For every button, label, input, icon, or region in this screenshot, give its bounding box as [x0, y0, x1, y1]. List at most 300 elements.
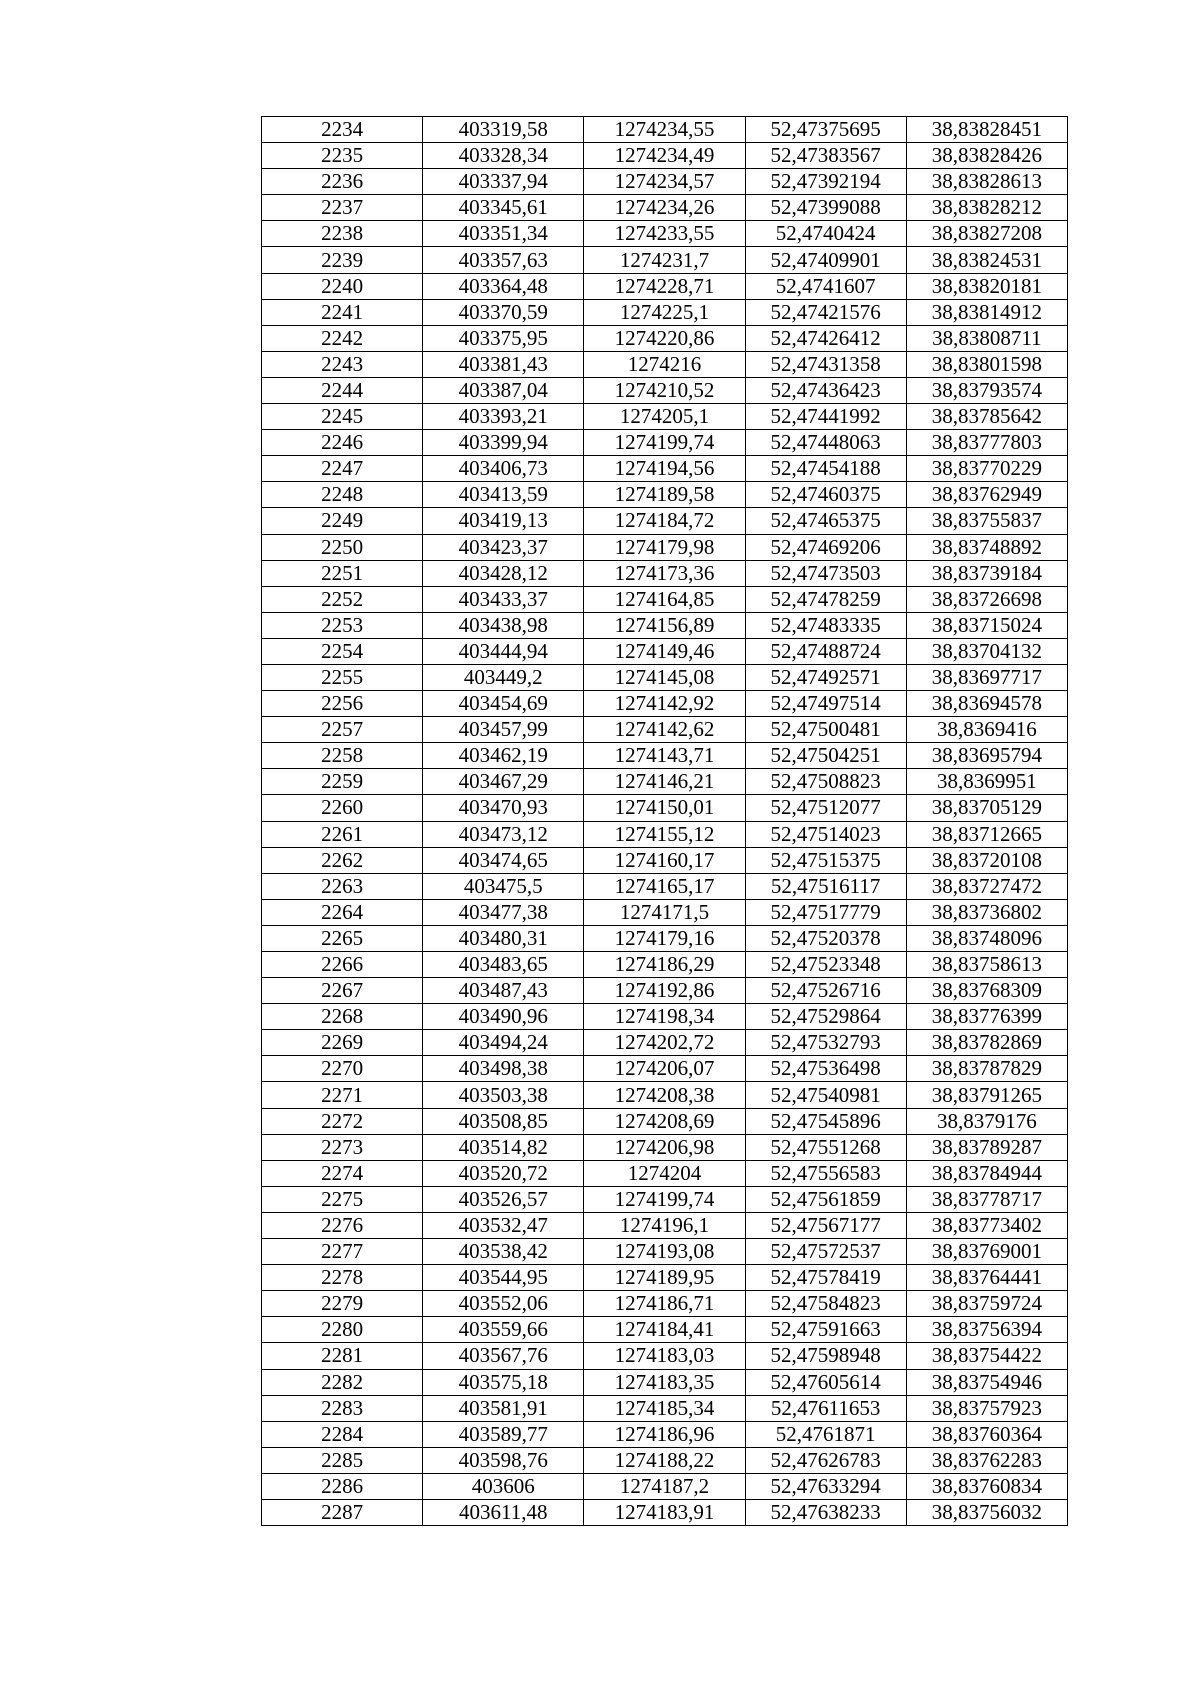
y-coordinate-cell: 1274155,12 — [584, 821, 745, 847]
table-row — [262, 847, 1068, 873]
latitude-cell: 52,47492571 — [745, 664, 906, 690]
y-coordinate-cell: 1274187,2 — [584, 1473, 745, 1499]
point-number-cell: 2283 — [262, 1395, 423, 1421]
table-row — [262, 1239, 1068, 1265]
latitude-cell: 52,47375695 — [745, 117, 906, 143]
longitude-cell: 38,83760834 — [906, 1473, 1067, 1499]
table-row — [262, 821, 1068, 847]
y-coordinate-cell: 1274173,36 — [584, 560, 745, 586]
longitude-cell: 38,83793574 — [906, 377, 1067, 403]
x-coordinate-cell: 403606 — [423, 1473, 584, 1499]
table-row — [262, 1421, 1068, 1447]
point-number-cell: 2255 — [262, 664, 423, 690]
latitude-cell: 52,47426412 — [745, 325, 906, 351]
y-coordinate-cell: 1274165,17 — [584, 873, 745, 899]
longitude-cell: 38,83757923 — [906, 1395, 1067, 1421]
y-coordinate-cell: 1274204 — [584, 1160, 745, 1186]
table-row — [262, 1395, 1068, 1421]
point-number-cell: 2280 — [262, 1317, 423, 1343]
x-coordinate-cell: 403467,29 — [423, 769, 584, 795]
point-number-cell: 2275 — [262, 1186, 423, 1212]
y-coordinate-cell: 1274142,62 — [584, 717, 745, 743]
table-row — [262, 1265, 1068, 1291]
longitude-cell: 38,83776399 — [906, 1004, 1067, 1030]
y-coordinate-cell: 1274198,34 — [584, 1004, 745, 1030]
longitude-cell: 38,83736802 — [906, 899, 1067, 925]
longitude-cell: 38,83739184 — [906, 560, 1067, 586]
y-coordinate-cell: 1274208,69 — [584, 1108, 745, 1134]
longitude-cell: 38,83726698 — [906, 586, 1067, 612]
table-row — [262, 1291, 1068, 1317]
latitude-cell: 52,47545896 — [745, 1108, 906, 1134]
latitude-cell: 52,47515375 — [745, 847, 906, 873]
y-coordinate-cell: 1274205,1 — [584, 404, 745, 430]
latitude-cell: 52,47578419 — [745, 1265, 906, 1291]
y-coordinate-cell: 1274186,29 — [584, 952, 745, 978]
table-row — [262, 925, 1068, 951]
table-row — [262, 1108, 1068, 1134]
latitude-cell: 52,47473503 — [745, 560, 906, 586]
point-number-cell: 2250 — [262, 534, 423, 560]
y-coordinate-cell: 1274199,74 — [584, 1186, 745, 1212]
table-row — [262, 247, 1068, 273]
x-coordinate-cell: 403480,31 — [423, 925, 584, 951]
longitude-cell: 38,83715024 — [906, 612, 1067, 638]
x-coordinate-cell: 403406,73 — [423, 456, 584, 482]
latitude-cell: 52,47520378 — [745, 925, 906, 951]
x-coordinate-cell: 403508,85 — [423, 1108, 584, 1134]
y-coordinate-cell: 1274183,35 — [584, 1369, 745, 1395]
x-coordinate-cell: 403581,91 — [423, 1395, 584, 1421]
longitude-cell: 38,83712665 — [906, 821, 1067, 847]
y-coordinate-cell: 1274188,22 — [584, 1447, 745, 1473]
longitude-cell: 38,83828212 — [906, 195, 1067, 221]
latitude-cell: 52,47523348 — [745, 952, 906, 978]
latitude-cell: 52,47638233 — [745, 1499, 906, 1525]
longitude-cell: 38,83755837 — [906, 508, 1067, 534]
y-coordinate-cell: 1274231,7 — [584, 247, 745, 273]
point-number-cell: 2278 — [262, 1265, 423, 1291]
latitude-cell: 52,47532793 — [745, 1030, 906, 1056]
x-coordinate-cell: 403477,38 — [423, 899, 584, 925]
longitude-cell: 38,83785642 — [906, 404, 1067, 430]
table-row — [262, 1343, 1068, 1369]
point-number-cell: 2235 — [262, 143, 423, 169]
y-coordinate-cell: 1274183,91 — [584, 1499, 745, 1525]
longitude-cell: 38,83778717 — [906, 1186, 1067, 1212]
latitude-cell: 52,4761871 — [745, 1421, 906, 1447]
y-coordinate-cell: 1274179,98 — [584, 534, 745, 560]
y-coordinate-cell: 1274220,86 — [584, 325, 745, 351]
x-coordinate-cell: 403444,94 — [423, 638, 584, 664]
y-coordinate-cell: 1274185,34 — [584, 1395, 745, 1421]
longitude-cell: 38,83768309 — [906, 978, 1067, 1004]
longitude-cell: 38,8369416 — [906, 717, 1067, 743]
x-coordinate-cell: 403494,24 — [423, 1030, 584, 1056]
table-row — [262, 169, 1068, 195]
point-number-cell: 2266 — [262, 952, 423, 978]
longitude-cell: 38,83762949 — [906, 482, 1067, 508]
latitude-cell: 52,47500481 — [745, 717, 906, 743]
table-row — [262, 195, 1068, 221]
y-coordinate-cell: 1274210,52 — [584, 377, 745, 403]
y-coordinate-cell: 1274142,92 — [584, 691, 745, 717]
latitude-cell: 52,47441992 — [745, 404, 906, 430]
x-coordinate-cell: 403483,65 — [423, 952, 584, 978]
point-number-cell: 2260 — [262, 795, 423, 821]
longitude-cell: 38,83705129 — [906, 795, 1067, 821]
longitude-cell: 38,83762283 — [906, 1447, 1067, 1473]
point-number-cell: 2236 — [262, 169, 423, 195]
latitude-cell: 52,47526716 — [745, 978, 906, 1004]
longitude-cell: 38,83789287 — [906, 1134, 1067, 1160]
point-number-cell: 2253 — [262, 612, 423, 638]
latitude-cell: 52,47504251 — [745, 743, 906, 769]
y-coordinate-cell: 1274208,38 — [584, 1082, 745, 1108]
y-coordinate-cell: 1274171,5 — [584, 899, 745, 925]
point-number-cell: 2257 — [262, 717, 423, 743]
table-row — [262, 221, 1068, 247]
point-number-cell: 2272 — [262, 1108, 423, 1134]
longitude-cell: 38,8379176 — [906, 1108, 1067, 1134]
x-coordinate-cell: 403351,34 — [423, 221, 584, 247]
point-number-cell: 2245 — [262, 404, 423, 430]
x-coordinate-cell: 403559,66 — [423, 1317, 584, 1343]
table-row — [262, 117, 1068, 143]
table-row — [262, 299, 1068, 325]
x-coordinate-cell: 403364,48 — [423, 273, 584, 299]
latitude-cell: 52,47488724 — [745, 638, 906, 664]
y-coordinate-cell: 1274145,08 — [584, 664, 745, 690]
x-coordinate-cell: 403433,37 — [423, 586, 584, 612]
x-coordinate-cell: 403498,38 — [423, 1056, 584, 1082]
latitude-cell: 52,47469206 — [745, 534, 906, 560]
point-number-cell: 2281 — [262, 1343, 423, 1369]
latitude-cell: 52,47561859 — [745, 1186, 906, 1212]
latitude-cell: 52,4740424 — [745, 221, 906, 247]
table-row — [262, 351, 1068, 377]
latitude-cell: 52,47551268 — [745, 1134, 906, 1160]
table-row — [262, 430, 1068, 456]
point-number-cell: 2264 — [262, 899, 423, 925]
latitude-cell: 52,47529864 — [745, 1004, 906, 1030]
y-coordinate-cell: 1274149,46 — [584, 638, 745, 664]
x-coordinate-cell: 403470,93 — [423, 795, 584, 821]
table-row — [262, 377, 1068, 403]
latitude-cell: 52,47556583 — [745, 1160, 906, 1186]
y-coordinate-cell: 1274164,85 — [584, 586, 745, 612]
point-number-cell: 2242 — [262, 325, 423, 351]
latitude-cell: 52,47392194 — [745, 169, 906, 195]
table-row — [262, 1186, 1068, 1212]
point-number-cell: 2274 — [262, 1160, 423, 1186]
y-coordinate-cell: 1274202,72 — [584, 1030, 745, 1056]
table-row — [262, 1160, 1068, 1186]
longitude-cell: 38,83784944 — [906, 1160, 1067, 1186]
x-coordinate-cell: 403381,43 — [423, 351, 584, 377]
table-row — [262, 1317, 1068, 1343]
point-number-cell: 2273 — [262, 1134, 423, 1160]
table-row — [262, 1056, 1068, 1082]
point-number-cell: 2286 — [262, 1473, 423, 1499]
table-row — [262, 1369, 1068, 1395]
latitude-cell: 52,47517779 — [745, 899, 906, 925]
point-number-cell: 2271 — [262, 1082, 423, 1108]
latitude-cell: 52,47572537 — [745, 1239, 906, 1265]
latitude-cell: 52,47460375 — [745, 482, 906, 508]
point-number-cell: 2241 — [262, 299, 423, 325]
y-coordinate-cell: 1274199,74 — [584, 430, 745, 456]
table-row — [262, 769, 1068, 795]
point-number-cell: 2279 — [262, 1291, 423, 1317]
y-coordinate-cell: 1274233,55 — [584, 221, 745, 247]
latitude-cell: 52,47626783 — [745, 1447, 906, 1473]
longitude-cell: 38,83827208 — [906, 221, 1067, 247]
y-coordinate-cell: 1274184,72 — [584, 508, 745, 534]
point-number-cell: 2254 — [262, 638, 423, 664]
x-coordinate-cell: 403474,65 — [423, 847, 584, 873]
y-coordinate-cell: 1274150,01 — [584, 795, 745, 821]
y-coordinate-cell: 1274206,98 — [584, 1134, 745, 1160]
x-coordinate-cell: 403393,21 — [423, 404, 584, 430]
y-coordinate-cell: 1274186,71 — [584, 1291, 745, 1317]
table-row — [262, 691, 1068, 717]
latitude-cell: 52,47383567 — [745, 143, 906, 169]
latitude-cell: 52,47567177 — [745, 1212, 906, 1238]
latitude-cell: 52,47454188 — [745, 456, 906, 482]
point-number-cell: 2267 — [262, 978, 423, 1004]
x-coordinate-cell: 403575,18 — [423, 1369, 584, 1395]
latitude-cell: 52,47536498 — [745, 1056, 906, 1082]
latitude-cell: 52,47497514 — [745, 691, 906, 717]
point-number-cell: 2268 — [262, 1004, 423, 1030]
table-row — [262, 1004, 1068, 1030]
y-coordinate-cell: 1274146,21 — [584, 769, 745, 795]
y-coordinate-cell: 1274184,41 — [584, 1317, 745, 1343]
table-row — [262, 638, 1068, 664]
point-number-cell: 2246 — [262, 430, 423, 456]
point-number-cell: 2287 — [262, 1499, 423, 1525]
x-coordinate-cell: 403611,48 — [423, 1499, 584, 1525]
table-row — [262, 612, 1068, 638]
x-coordinate-cell: 403449,2 — [423, 664, 584, 690]
x-coordinate-cell: 403526,57 — [423, 1186, 584, 1212]
longitude-cell: 38,83777803 — [906, 430, 1067, 456]
x-coordinate-cell: 403567,76 — [423, 1343, 584, 1369]
longitude-cell: 38,83754946 — [906, 1369, 1067, 1395]
longitude-cell: 38,83828451 — [906, 117, 1067, 143]
point-number-cell: 2270 — [262, 1056, 423, 1082]
longitude-cell: 38,83787829 — [906, 1056, 1067, 1082]
table-row — [262, 1447, 1068, 1473]
latitude-cell: 52,4741607 — [745, 273, 906, 299]
table-row — [262, 1473, 1068, 1499]
x-coordinate-cell: 403544,95 — [423, 1265, 584, 1291]
latitude-cell: 52,47598948 — [745, 1343, 906, 1369]
point-number-cell: 2262 — [262, 847, 423, 873]
latitude-cell: 52,47516117 — [745, 873, 906, 899]
x-coordinate-cell: 403319,58 — [423, 117, 584, 143]
latitude-cell: 52,47633294 — [745, 1473, 906, 1499]
point-number-cell: 2276 — [262, 1212, 423, 1238]
x-coordinate-cell: 403462,19 — [423, 743, 584, 769]
latitude-cell: 52,47431358 — [745, 351, 906, 377]
x-coordinate-cell: 403532,47 — [423, 1212, 584, 1238]
x-coordinate-cell: 403328,34 — [423, 143, 584, 169]
point-number-cell: 2256 — [262, 691, 423, 717]
table-row — [262, 534, 1068, 560]
table-row — [262, 1030, 1068, 1056]
latitude-cell: 52,47508823 — [745, 769, 906, 795]
table-row — [262, 1212, 1068, 1238]
x-coordinate-cell: 403598,76 — [423, 1447, 584, 1473]
point-number-cell: 2263 — [262, 873, 423, 899]
latitude-cell: 52,47409901 — [745, 247, 906, 273]
longitude-cell: 38,83801598 — [906, 351, 1067, 377]
table-row — [262, 456, 1068, 482]
x-coordinate-cell: 403475,5 — [423, 873, 584, 899]
x-coordinate-cell: 403538,42 — [423, 1239, 584, 1265]
x-coordinate-cell: 403490,96 — [423, 1004, 584, 1030]
table-row — [262, 1134, 1068, 1160]
latitude-cell: 52,47483335 — [745, 612, 906, 638]
x-coordinate-cell: 403413,59 — [423, 482, 584, 508]
longitude-cell: 38,83748892 — [906, 534, 1067, 560]
x-coordinate-cell: 403514,82 — [423, 1134, 584, 1160]
y-coordinate-cell: 1274186,96 — [584, 1421, 745, 1447]
longitude-cell: 38,83756032 — [906, 1499, 1067, 1525]
y-coordinate-cell: 1274234,26 — [584, 195, 745, 221]
longitude-cell: 38,83770229 — [906, 456, 1067, 482]
table-row — [262, 899, 1068, 925]
coordinates-table-body — [262, 117, 1068, 1526]
latitude-cell: 52,47605614 — [745, 1369, 906, 1395]
y-coordinate-cell: 1274194,56 — [584, 456, 745, 482]
x-coordinate-cell: 403419,13 — [423, 508, 584, 534]
table-row — [262, 482, 1068, 508]
latitude-cell: 52,47540981 — [745, 1082, 906, 1108]
table-row — [262, 560, 1068, 586]
point-number-cell: 2244 — [262, 377, 423, 403]
longitude-cell: 38,83694578 — [906, 691, 1067, 717]
longitude-cell: 38,83695794 — [906, 743, 1067, 769]
x-coordinate-cell: 403370,59 — [423, 299, 584, 325]
longitude-cell: 38,83808711 — [906, 325, 1067, 351]
latitude-cell: 52,47584823 — [745, 1291, 906, 1317]
x-coordinate-cell: 403399,94 — [423, 430, 584, 456]
y-coordinate-cell: 1274160,17 — [584, 847, 745, 873]
table-row — [262, 1082, 1068, 1108]
longitude-cell: 38,83820181 — [906, 273, 1067, 299]
point-number-cell: 2239 — [262, 247, 423, 273]
y-coordinate-cell: 1274234,55 — [584, 117, 745, 143]
latitude-cell: 52,47514023 — [745, 821, 906, 847]
point-number-cell: 2243 — [262, 351, 423, 377]
table-row — [262, 273, 1068, 299]
point-number-cell: 2269 — [262, 1030, 423, 1056]
x-coordinate-cell: 403337,94 — [423, 169, 584, 195]
latitude-cell: 52,47512077 — [745, 795, 906, 821]
point-number-cell: 2265 — [262, 925, 423, 951]
latitude-cell: 52,47399088 — [745, 195, 906, 221]
x-coordinate-cell: 403357,63 — [423, 247, 584, 273]
table-row — [262, 743, 1068, 769]
longitude-cell: 38,83720108 — [906, 847, 1067, 873]
point-number-cell: 2247 — [262, 456, 423, 482]
x-coordinate-cell: 403375,95 — [423, 325, 584, 351]
point-number-cell: 2259 — [262, 769, 423, 795]
table-row — [262, 143, 1068, 169]
y-coordinate-cell: 1274183,03 — [584, 1343, 745, 1369]
y-coordinate-cell: 1274192,86 — [584, 978, 745, 1004]
y-coordinate-cell: 1274234,57 — [584, 169, 745, 195]
y-coordinate-cell: 1274189,95 — [584, 1265, 745, 1291]
table-row — [262, 978, 1068, 1004]
x-coordinate-cell: 403438,98 — [423, 612, 584, 638]
latitude-cell: 52,47591663 — [745, 1317, 906, 1343]
longitude-cell: 38,83759724 — [906, 1291, 1067, 1317]
latitude-cell: 52,47421576 — [745, 299, 906, 325]
table-row — [262, 404, 1068, 430]
longitude-cell: 38,83727472 — [906, 873, 1067, 899]
y-coordinate-cell: 1274179,16 — [584, 925, 745, 951]
table-row — [262, 325, 1068, 351]
point-number-cell: 2252 — [262, 586, 423, 612]
y-coordinate-cell: 1274216 — [584, 351, 745, 377]
x-coordinate-cell: 403457,99 — [423, 717, 584, 743]
longitude-cell: 38,83758613 — [906, 952, 1067, 978]
longitude-cell: 38,8369951 — [906, 769, 1067, 795]
x-coordinate-cell: 403428,12 — [423, 560, 584, 586]
x-coordinate-cell: 403520,72 — [423, 1160, 584, 1186]
x-coordinate-cell: 403589,77 — [423, 1421, 584, 1447]
longitude-cell: 38,83697717 — [906, 664, 1067, 690]
point-number-cell: 2249 — [262, 508, 423, 534]
longitude-cell: 38,83782869 — [906, 1030, 1067, 1056]
x-coordinate-cell: 403552,06 — [423, 1291, 584, 1317]
point-number-cell: 2237 — [262, 195, 423, 221]
x-coordinate-cell: 403454,69 — [423, 691, 584, 717]
point-number-cell: 2248 — [262, 482, 423, 508]
y-coordinate-cell: 1274189,58 — [584, 482, 745, 508]
coordinates-table — [261, 116, 1068, 1526]
longitude-cell: 38,83769001 — [906, 1239, 1067, 1265]
point-number-cell: 2282 — [262, 1369, 423, 1395]
point-number-cell: 2240 — [262, 273, 423, 299]
y-coordinate-cell: 1274228,71 — [584, 273, 745, 299]
point-number-cell: 2251 — [262, 560, 423, 586]
longitude-cell: 38,83828426 — [906, 143, 1067, 169]
latitude-cell: 52,47465375 — [745, 508, 906, 534]
longitude-cell: 38,83773402 — [906, 1212, 1067, 1238]
point-number-cell: 2261 — [262, 821, 423, 847]
longitude-cell: 38,83748096 — [906, 925, 1067, 951]
longitude-cell: 38,83704132 — [906, 638, 1067, 664]
x-coordinate-cell: 403387,04 — [423, 377, 584, 403]
y-coordinate-cell: 1274206,07 — [584, 1056, 745, 1082]
x-coordinate-cell: 403345,61 — [423, 195, 584, 221]
y-coordinate-cell: 1274193,08 — [584, 1239, 745, 1265]
table-row — [262, 508, 1068, 534]
table-row — [262, 586, 1068, 612]
longitude-cell: 38,83764441 — [906, 1265, 1067, 1291]
point-number-cell: 2238 — [262, 221, 423, 247]
table-row — [262, 873, 1068, 899]
table-row — [262, 717, 1068, 743]
latitude-cell: 52,47448063 — [745, 430, 906, 456]
table-row — [262, 1499, 1068, 1525]
longitude-cell: 38,83760364 — [906, 1421, 1067, 1447]
